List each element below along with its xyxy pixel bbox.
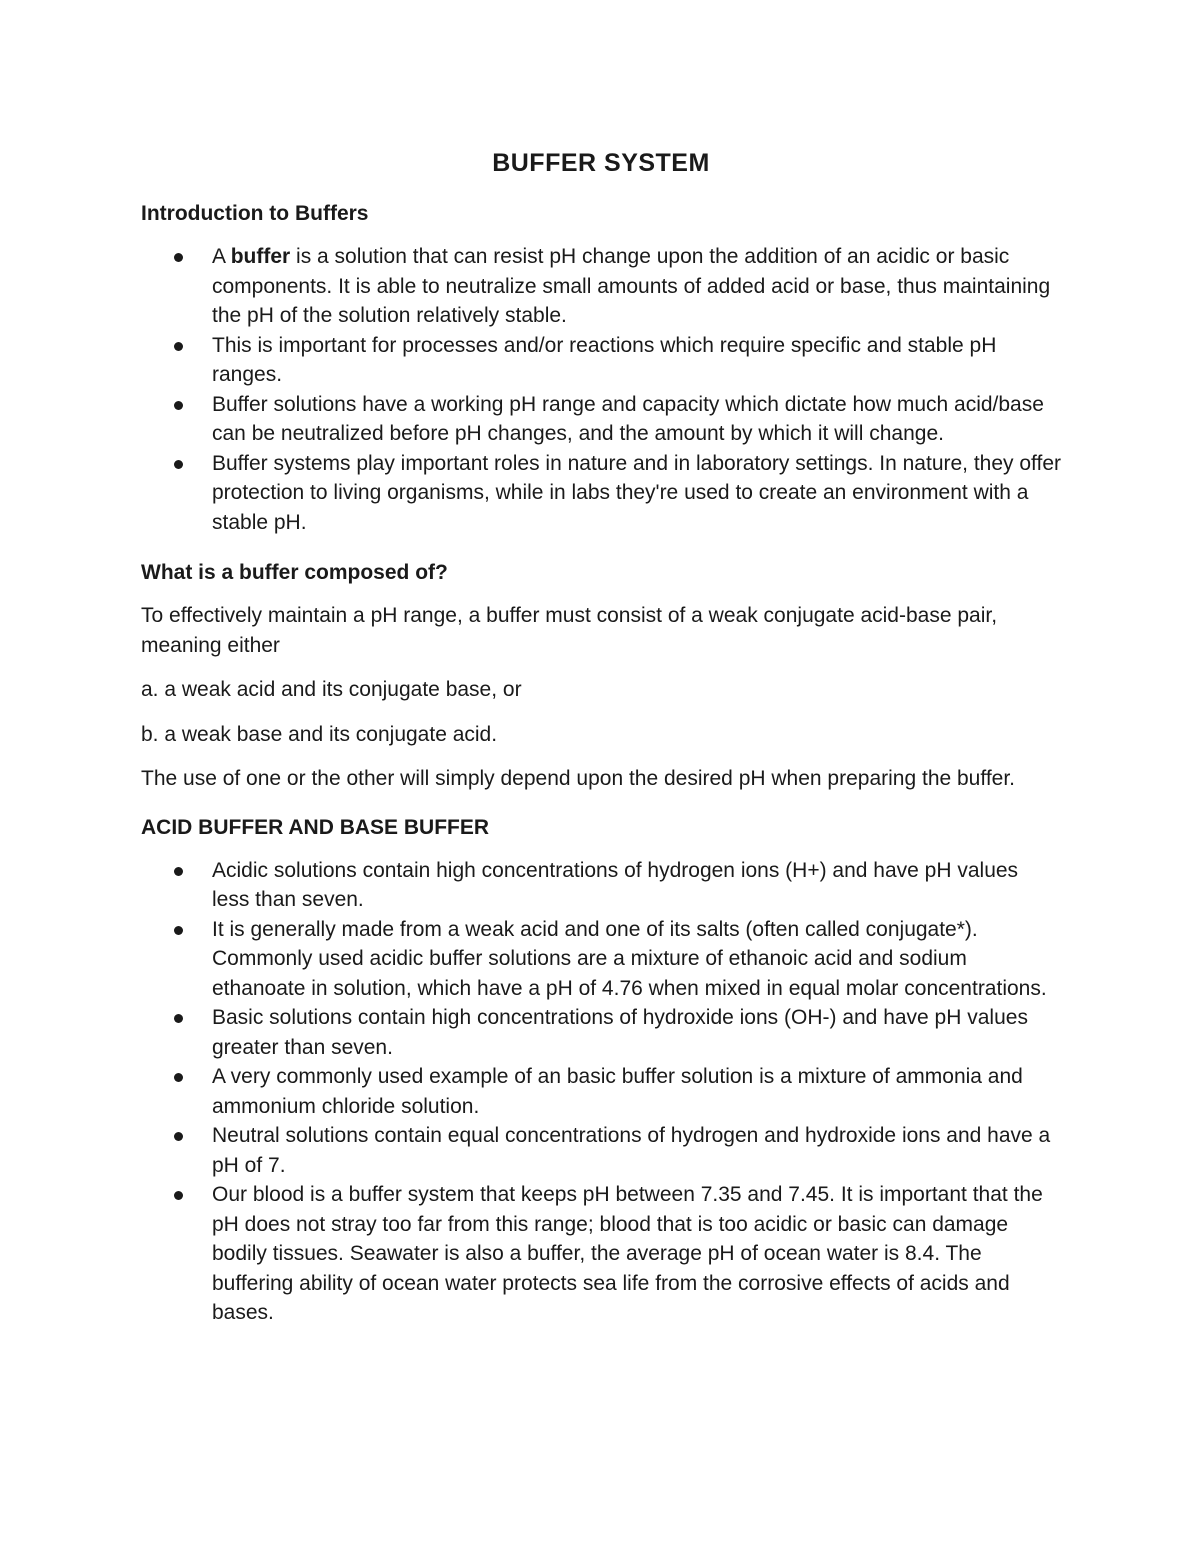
bullet-icon <box>174 867 183 876</box>
list-item <box>141 390 1061 449</box>
composition-heading: What is a buffer composed of? <box>141 561 448 584</box>
list-item <box>141 331 1061 390</box>
intro-heading: Introduction to Buffers <box>141 202 369 225</box>
bullet-icon <box>174 460 183 469</box>
bullet-icon <box>174 926 183 935</box>
acid-base-heading: ACID BUFFER AND BASE BUFFER <box>141 815 490 839</box>
bullet-icon <box>174 1073 183 1082</box>
acid-base-bullet-list <box>141 856 1061 1328</box>
list-item <box>141 1003 1061 1062</box>
bullet-text-prefix: A <box>212 245 231 268</box>
list-item <box>141 915 1061 1004</box>
list-item <box>141 449 1061 538</box>
list-item <box>141 1180 1061 1328</box>
bullet-text: Buffer systems play important roles in nature and in laboratory settings. In nature, they offer protection to living organisms, while in labs they're used to create an environment with a stable pH. <box>212 451 1062 534</box>
bullet-text: It is generally made from a weak acid and one of its salts (often called conjugate*). Commonly used acidic buffer solutions are a mixture of ethanoic acid and sodium ethanoate in solution, which have a pH of 4.76 when mixed in equal molar concentrations. <box>212 917 1047 1000</box>
bullet-text: Basic solutions contain high concentrations of hydroxide ions (OH-) and have pH values greater than seven. <box>212 1006 1028 1059</box>
bullet-text: A very commonly used example of an basic buffer solution is a mixture of ammonia and ammonium chloride solution. <box>212 1065 1023 1118</box>
bullet-icon <box>174 1014 183 1023</box>
document-title: BUFFER SYSTEM <box>492 149 710 177</box>
bullet-icon <box>174 1132 183 1141</box>
bullet-text: Our blood is a buffer system that keeps pH between 7.35 and 7.45. It is important that the pH does not stray too far from this range; blood that is too acidic or basic can damage bodily tissues. Seawater is also a buffer, the average pH of ocean water is 8.4. The buffering ability of ocean water protects sea life from the corrosive effects of acids and bases. <box>212 1183 1043 1324</box>
bullet-icon <box>174 1191 183 1200</box>
bullet-text-suffix: is a solution that can resist pH change upon the addition of an acidic or basic components. It is able to neutralize small amounts of added acid or base, thus maintaining the pH of the solution relatively stable. <box>212 245 1051 327</box>
option-a: a. a weak acid and its conjugate base, or <box>141 678 522 701</box>
composition-paragraph: To effectively maintain a pH range, a buffer must consist of a weak conjugate acid-base pair, meaning either <box>141 604 998 657</box>
list-item <box>141 242 1061 331</box>
list-item <box>141 1121 1061 1180</box>
bullet-text: Acidic solutions contain high concentrations of hydrogen ions (H+) and have pH values less than seven. <box>212 858 1019 911</box>
bullet-icon <box>174 401 183 410</box>
option-b: b. a weak base and its conjugate acid. <box>141 722 498 746</box>
document-page <box>141 146 1061 1350</box>
bullet-icon <box>174 342 183 351</box>
composition-conclusion: The use of one or the other will simply depend upon the desired pH when preparing the buffer. <box>141 767 1016 790</box>
bullet-icon <box>174 253 183 262</box>
bullet-text: Buffer solutions have a working pH range and capacity which dictate how much acid/base can be neutralized before pH changes, and the amount by which it will change. <box>212 392 1044 445</box>
list-item <box>141 1062 1061 1121</box>
bold-term: buffer <box>230 245 291 268</box>
bullet-text: Neutral solutions contain equal concentrations of hydrogen and hydroxide ions and have a pH of 7. <box>212 1124 1051 1177</box>
intro-bullet-list <box>141 242 1061 537</box>
list-item <box>141 856 1061 915</box>
bullet-text: This is important for processes and/or reactions which require specific and stable pH ranges. <box>212 333 997 386</box>
